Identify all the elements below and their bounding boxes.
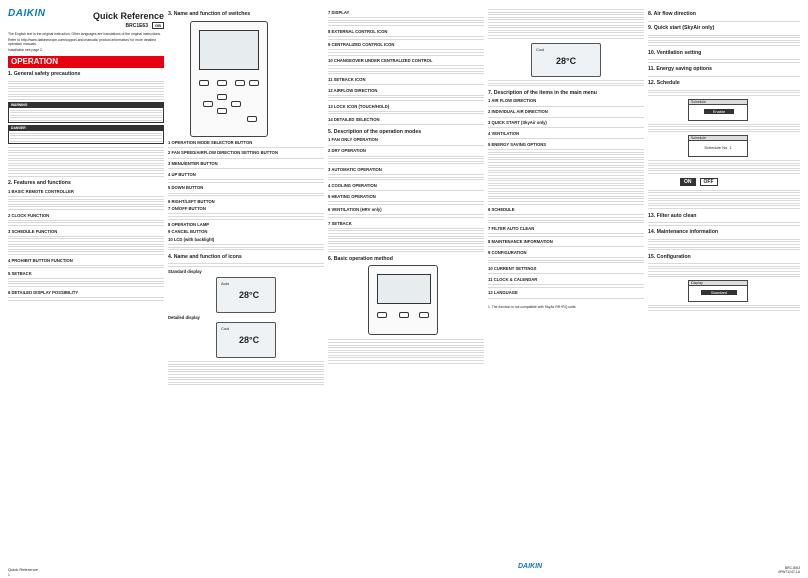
icon-item: 8 EXTERNAL CONTROL ICON bbox=[328, 28, 388, 34]
switch-item: 5 DOWN BUTTON bbox=[168, 185, 204, 191]
model-number: BRC1E63 GB bbox=[8, 22, 164, 29]
lcd-temperature: 28°C bbox=[239, 334, 260, 345]
lcd-mode: Auto bbox=[221, 280, 230, 286]
menu-item: 11 CLOCK & CALENDAR bbox=[488, 276, 538, 282]
mode-item: 4 COOLING OPERATION bbox=[328, 182, 377, 188]
menu-item: 12 LANGUAGE bbox=[488, 290, 518, 296]
section-1-title: 1. General safety precautions bbox=[8, 71, 81, 77]
switch-item: 7 ON/OFF BUTTON bbox=[168, 206, 206, 212]
icon-item: 9 CENTRALIZED CONTROL ICON bbox=[328, 42, 395, 48]
page-number: 1 bbox=[8, 572, 10, 577]
column-3 bbox=[328, 8, 484, 364]
danger-label: DANGER bbox=[9, 126, 163, 130]
lcd-temperature: 28°C bbox=[239, 289, 260, 300]
switch-item: 9 CANCEL BUTTON bbox=[168, 229, 208, 235]
icon-item: 11 SETBACK ICON bbox=[328, 76, 366, 82]
lcd-mode: Cool bbox=[536, 47, 545, 53]
fan-button bbox=[217, 80, 227, 86]
on-off-button bbox=[249, 80, 259, 86]
down-button bbox=[217, 108, 227, 114]
menu-item: 2 INDIVIDUAL AIR DIRECTION bbox=[488, 109, 548, 115]
cancel-button bbox=[247, 116, 257, 122]
feature-6: 6 DETAILED DISPLAY POSSIBILITY bbox=[8, 289, 79, 295]
menu-item: 3 QUICK START (SkyAir only) bbox=[488, 120, 547, 126]
menu-item: 5 ENERGY SAVING OPTIONS bbox=[488, 141, 547, 147]
icon-item: 12 AIRFLOW DIRECTION bbox=[328, 87, 378, 93]
right-button bbox=[231, 101, 241, 107]
section-11-title: 11. Energy saving options bbox=[648, 66, 712, 73]
menu-button bbox=[235, 80, 245, 86]
icon-item: 14 DETAILED SELECTION bbox=[328, 117, 380, 123]
standard-display-label: Standard display bbox=[168, 269, 202, 275]
cool-lcd bbox=[531, 43, 601, 77]
column-5 bbox=[648, 8, 800, 312]
up-button bbox=[217, 94, 227, 100]
lcd-screen bbox=[199, 30, 259, 70]
mode-item: 3 AUTOMATIC OPERATION bbox=[328, 166, 382, 172]
warning-box bbox=[8, 102, 164, 123]
menu-item: 8 MAINTENANCE INFORMATION bbox=[488, 239, 553, 245]
feature-5: 5 SETBACK bbox=[8, 271, 32, 276]
refer-text: Refer to http://www.daikineurope.com/support-and-manuals/ product-information/ for more detailed operation manuals. bbox=[8, 37, 156, 46]
section-13-title: 13. Filter auto clean bbox=[648, 212, 697, 219]
switch-item: 10 LCD (with backlight) bbox=[168, 236, 215, 242]
standard-lcd bbox=[216, 277, 276, 313]
danger-box bbox=[8, 125, 164, 144]
section-5-title: 5. Description of the operation modes bbox=[328, 128, 422, 135]
document-title: Quick Reference bbox=[92, 10, 164, 21]
footer-daikin-logo: DAIKIN bbox=[518, 563, 543, 571]
section-2-title: 2. Features and functions bbox=[8, 180, 71, 187]
on-label: ON bbox=[680, 178, 696, 186]
section-4-title: 4. Name and function of icons bbox=[168, 253, 242, 260]
mode-button bbox=[377, 312, 387, 318]
mode-item: 6 VENTILATION (HRV only) bbox=[328, 207, 382, 213]
switch-item: 2 FAN SPEED/AIRFLOW DIRECTION SETTING BUTTON bbox=[168, 150, 278, 156]
icon-item: 7 DISPLAY bbox=[328, 10, 350, 15]
operation-banner: OPERATION bbox=[8, 56, 164, 68]
section-12-title: 12. Schedule bbox=[648, 80, 680, 87]
schedule-number-screen bbox=[688, 135, 748, 157]
footer-codes bbox=[778, 566, 800, 575]
schedule-enable: Enable bbox=[704, 109, 734, 114]
lcd-mode: Cool bbox=[221, 325, 230, 331]
installation-text: Installation see page 2. bbox=[8, 47, 43, 52]
switch-item: 1 OPERATION MODE SELECTOR BUTTON bbox=[168, 139, 253, 145]
safety-text bbox=[8, 80, 164, 101]
icon-item: 10 CHANGEOVER UNDER CENTRALIZED CONTROL bbox=[328, 58, 433, 64]
section-6-title: 6. Basic operation method bbox=[328, 255, 393, 262]
section-9-title: 9. Quick start (SkyAir only) bbox=[648, 25, 715, 32]
mode-button bbox=[199, 80, 209, 86]
switch-item: 6 RIGHT/LEFT BUTTON bbox=[168, 198, 215, 204]
icon-item: 13 LOCK ICON (TOUCH/HOLD) bbox=[328, 103, 390, 109]
column-1 bbox=[8, 8, 164, 301]
schedule-screen-title: Schedule bbox=[689, 136, 747, 141]
basic-operation-diagram bbox=[368, 265, 438, 335]
switch-item: 3 MENU/ENTER BUTTON bbox=[168, 161, 218, 167]
warning-label: WARNING bbox=[9, 103, 163, 107]
language-badge: GB bbox=[152, 22, 164, 29]
feature-3: 3 SCHEDULE FUNCTION bbox=[8, 228, 58, 234]
mode-item: 1 FAN ONLY OPERATION bbox=[328, 137, 378, 143]
section-14-title: 14. Maintenance information bbox=[648, 229, 719, 236]
menu-item: 10 CURRENT SETTINGS bbox=[488, 266, 537, 272]
schedule-number: Schedule No. 1 bbox=[704, 145, 732, 151]
footnote: 1. The function is not compatible with SkyAir RR+RQ units. bbox=[488, 305, 577, 310]
menu-item: 6 SCHEDULE bbox=[488, 207, 515, 213]
menu-item: 4 VENTILATION bbox=[488, 130, 520, 136]
menu-item: 9 CONFIGURATION bbox=[488, 250, 527, 255]
section-7-title: 7. Description of the items in the main menu bbox=[488, 89, 597, 96]
lcd-temperature: 28°C bbox=[556, 56, 577, 67]
switch-item: 4 UP BUTTON bbox=[168, 172, 196, 178]
fan-button bbox=[399, 312, 409, 318]
intro-text: The English text is the original instruction. Other languages are translations of the original instructions. bbox=[8, 32, 162, 36]
feature-2: 2 CLOCK FUNCTION bbox=[8, 212, 50, 218]
off-label: OFF bbox=[700, 178, 718, 186]
feature-1: 1 BASIC REMOTE CONTROLLER bbox=[8, 188, 74, 194]
footer-code-2: 4PW71247-1A bbox=[777, 569, 800, 574]
feature-4: 4 PROHIBIT BUTTON FUNCTION bbox=[8, 257, 73, 263]
daikin-logo: DAIKIN bbox=[8, 8, 46, 19]
footer-title: Quick Reference bbox=[8, 567, 38, 572]
column-2 bbox=[168, 8, 324, 386]
lcd-screen bbox=[377, 274, 431, 304]
section-15-title: 15. Configuration bbox=[648, 253, 691, 260]
detailed-lcd bbox=[216, 322, 276, 358]
display-screen bbox=[688, 280, 748, 302]
mode-item: 5 HEATING OPERATION bbox=[328, 193, 376, 199]
column-4 bbox=[488, 8, 644, 309]
mode-item: 2 DRY OPERATION bbox=[328, 148, 366, 154]
switch-item: 8 OPERATION LAMP bbox=[168, 222, 210, 228]
on-off-example bbox=[678, 178, 800, 186]
detailed-display-label: Detailed display bbox=[168, 314, 200, 320]
section-10-title: 10. Ventilation setting bbox=[648, 49, 702, 56]
footer-code-1: BRC1E63 bbox=[784, 565, 800, 570]
on-off-button bbox=[419, 312, 429, 318]
left-button bbox=[203, 101, 213, 107]
remote-controller-diagram bbox=[190, 21, 268, 137]
display-mode: Standard bbox=[701, 290, 737, 295]
mode-item: 7 SETBACK bbox=[328, 220, 352, 226]
menu-item: 1 AIR FLOW DIRECTION bbox=[488, 98, 537, 104]
schedule-screen bbox=[688, 99, 748, 121]
schedule-screen-title: Schedule bbox=[689, 100, 747, 105]
section-3-title: 3. Name and function of switches bbox=[168, 11, 251, 17]
menu-item: 7 FILTER AUTO CLEAN bbox=[488, 225, 535, 231]
section-8-title: 8. Air flow direction bbox=[648, 11, 696, 17]
display-screen-title: Display bbox=[689, 281, 747, 286]
